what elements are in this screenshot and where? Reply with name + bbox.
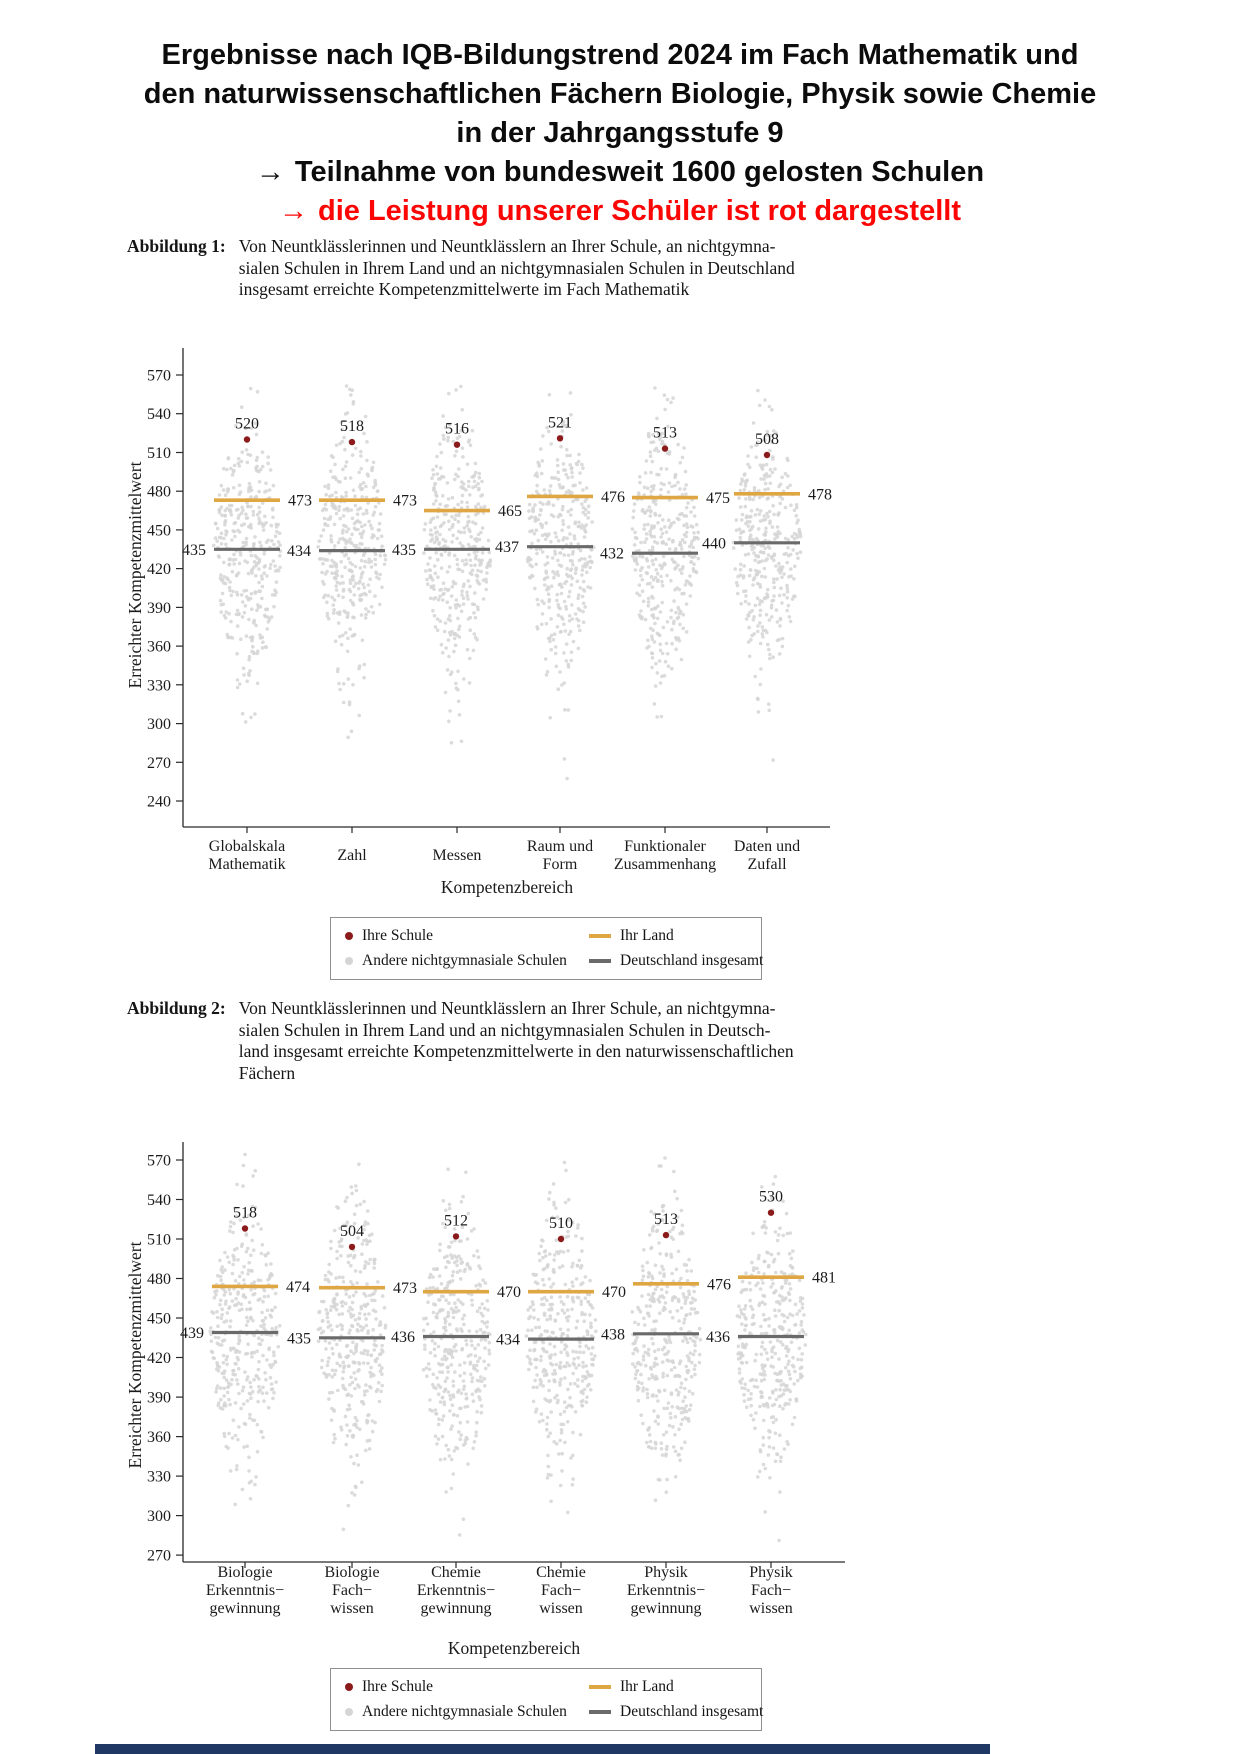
svg-text:420: 420: [147, 1350, 171, 1367]
figure1-caption-lines: [239, 236, 795, 301]
legend-item: [589, 1703, 763, 1721]
school-value: 504: [340, 1222, 364, 1240]
caption-line: sialen Schulen in Ihrem Land und an nichtgymnasialen Schulen in Deutschland: [238, 257, 795, 278]
figure2-caption: [127, 998, 887, 1084]
category-label: Erkenntnis−: [626, 1582, 706, 1599]
caption-line: land insgesamt erreichte Kompetenzmittelwerte in den naturwissenschaftlichen: [238, 1041, 794, 1061]
category-label: Zusammenhang: [613, 856, 717, 873]
school-dot: [768, 1210, 774, 1216]
school-dot: [242, 1225, 248, 1231]
school-dot: [349, 439, 355, 445]
school-value: 513: [654, 1211, 678, 1229]
land-value: 473: [393, 492, 417, 510]
other-schools-dot-cloud: [212, 384, 803, 780]
germany-value: 435: [287, 1330, 311, 1348]
category-label: Chemie: [431, 1564, 481, 1581]
germany-value: 438: [601, 1326, 625, 1344]
school-value: 520: [235, 415, 259, 433]
legend-dot-icon: [345, 1708, 353, 1716]
category-label: Globalskala: [208, 838, 286, 855]
svg-text:480: 480: [147, 483, 171, 501]
figure2-caption-lines: [239, 998, 794, 1084]
legend-line-icon: [589, 959, 611, 962]
category-label: wissen: [330, 1600, 374, 1617]
figure1-caption: [127, 236, 887, 301]
school-value: 510: [549, 1215, 573, 1232]
svg-text:300: 300: [147, 716, 171, 734]
school-value: 513: [653, 424, 677, 442]
svg-text:Kompetenzbereich: Kompetenzbereich: [447, 1638, 581, 1658]
school-value: 530: [759, 1188, 783, 1206]
legend-item: [345, 1703, 583, 1721]
svg-text:540: 540: [147, 1192, 171, 1209]
germany-value: 434: [496, 1331, 520, 1349]
arrow-icon: →: [255, 156, 285, 188]
svg-text:360: 360: [147, 1429, 171, 1447]
category-label: Raum und: [526, 838, 594, 855]
category-label: Biologie: [324, 1564, 380, 1581]
category-label: Erkenntnis−: [416, 1582, 496, 1599]
legend-label: Ihr Land: [620, 927, 674, 944]
caption-line: Fächern: [238, 1062, 296, 1083]
value-marks: [182, 414, 832, 562]
school-dot: [349, 1244, 355, 1250]
title-line: in der Jahrgangsstufe 9: [456, 117, 784, 149]
land-value: 465: [498, 503, 522, 521]
germany-value: 436: [706, 1329, 730, 1346]
svg-text:480: 480: [147, 1271, 171, 1288]
germany-value: 437: [495, 539, 519, 557]
school-value: 516: [445, 420, 469, 438]
svg-text:570: 570: [147, 367, 171, 385]
caption-line: Von Neuntklässlerinnen und Neuntklässlern an Ihrer Schule, an nichtgymna-: [238, 998, 776, 1018]
category-label: wissen: [539, 1600, 583, 1617]
category-label: Biologie: [217, 1564, 273, 1581]
category-label: Zahl: [337, 847, 367, 864]
germany-value: 435: [392, 541, 416, 559]
footer-bar: [95, 1744, 990, 1754]
arrow-icon: →: [279, 195, 308, 227]
caption-line: insgesamt erreichte Kompetenzmittelwerte im Fach Mathematik: [238, 279, 690, 299]
category-label: Funktionaler: [624, 838, 706, 855]
school-dot: [764, 452, 770, 458]
category-label: Erkenntnis−: [205, 1582, 285, 1599]
germany-value: 432: [600, 545, 624, 563]
germany-value: 435: [182, 541, 206, 559]
legend-item: [345, 927, 583, 945]
figure2-chart: [125, 1130, 850, 1693]
category-label: wissen: [749, 1600, 793, 1617]
school-dot: [557, 435, 563, 441]
germany-value: 434: [287, 543, 311, 561]
chart-svg-1: [125, 330, 840, 912]
svg-text:390: 390: [147, 1389, 171, 1407]
legend-line-icon: [589, 934, 611, 937]
category-label: Physik: [749, 1564, 793, 1581]
school-dot: [454, 442, 460, 448]
legend-label: Ihr Land: [620, 1678, 674, 1695]
germany-value: 436: [391, 1329, 415, 1346]
category-label: gewinnung: [209, 1600, 281, 1617]
title-lines: [0, 36, 1240, 153]
figure1-chart: [125, 330, 840, 917]
svg-text:570: 570: [147, 1152, 171, 1170]
svg-text:390: 390: [147, 599, 171, 617]
category-label: Form: [542, 856, 578, 873]
caption-line: sialen Schulen in Ihrem Land und an nichtgymnasialen Schulen in Deutsch-: [238, 1019, 771, 1040]
caption-line: Von Neuntklässlerinnen und Neuntklässlern an Ihrer Schule, an nichtgymna-: [238, 236, 776, 256]
svg-text:Erreichter Kompetenzmittelwert: Erreichter Kompetenzmittelwert: [125, 1241, 145, 1469]
school-dot: [663, 1232, 669, 1238]
svg-text:Kompetenzbereich: Kompetenzbereich: [440, 877, 574, 897]
legend-dot-icon: [345, 932, 353, 940]
category-label: Fach−: [750, 1582, 792, 1599]
legend-line-icon: [589, 1710, 611, 1713]
germany-value: 440: [702, 535, 726, 553]
school-dot: [662, 445, 668, 451]
svg-text:420: 420: [147, 561, 171, 579]
school-value: 521: [548, 414, 572, 432]
legend-item: [345, 952, 583, 970]
category-label: Physik: [644, 1564, 688, 1581]
note-participation: [0, 153, 1240, 192]
category-label: Fach−: [331, 1582, 373, 1599]
category-label: gewinnung: [420, 1600, 492, 1617]
land-value: 470: [497, 1284, 521, 1302]
note-participation-text: Teilnahme von bundesweit 1600 gelosten Schulen: [294, 156, 985, 188]
note-red-text: die Leistung unserer Schüler ist rot dargestellt: [318, 195, 961, 227]
legend-label: Andere nichtgymnasiale Schulen: [362, 952, 567, 969]
school-value: 508: [755, 431, 779, 448]
svg-text:330: 330: [147, 1468, 171, 1486]
legend-item: [345, 1678, 583, 1696]
land-value: 476: [707, 1276, 731, 1294]
figure2-label: Abbildung 2:: [127, 998, 226, 1018]
school-dot: [244, 436, 250, 442]
document-title: [0, 36, 1240, 231]
svg-text:Erreichter Kompetenzmittelwert: Erreichter Kompetenzmittelwert: [125, 461, 145, 689]
legend-dot-icon: [345, 957, 353, 965]
svg-text:300: 300: [147, 1508, 171, 1526]
legend-label: Ihre Schule: [362, 927, 434, 944]
land-value: 475: [706, 490, 730, 508]
school-value: 518: [233, 1204, 257, 1222]
legend-dot-icon: [345, 1683, 353, 1691]
legend-item: [589, 952, 763, 970]
svg-text:270: 270: [147, 1547, 171, 1565]
figure1-label: Abbildung 1:: [127, 236, 226, 256]
school-dot: [558, 1236, 564, 1242]
svg-text:240: 240: [147, 793, 171, 811]
svg-text:360: 360: [147, 638, 171, 656]
school-value: 512: [444, 1212, 468, 1230]
legend-box-1: [330, 917, 762, 980]
svg-text:510: 510: [147, 1231, 171, 1249]
school-dot: [453, 1233, 459, 1239]
category-label: Chemie: [536, 1564, 586, 1581]
legend-label: Andere nichtgymnasiale Schulen: [362, 1703, 567, 1720]
legend-item: [589, 927, 763, 945]
land-value: 476: [601, 488, 625, 506]
svg-text:540: 540: [147, 406, 171, 424]
category-label: Messen: [432, 847, 482, 864]
legend-item: [589, 1678, 763, 1696]
land-value: 478: [808, 486, 832, 504]
category-label: Zufall: [747, 856, 787, 873]
note-red-highlight: [0, 192, 1240, 231]
land-value: 481: [812, 1269, 836, 1287]
category-label: Mathematik: [208, 856, 286, 873]
svg-text:450: 450: [147, 522, 171, 540]
title-line: Ergebnisse nach IQB-Bildungstrend 2024 im Fach Mathematik und: [161, 39, 1079, 71]
land-value: 470: [602, 1284, 626, 1302]
land-value: 473: [288, 492, 312, 510]
category-label: gewinnung: [630, 1600, 702, 1617]
title-line: den naturwissenschaftlichen Fächern Biologie, Physik sowie Chemie: [143, 78, 1097, 110]
legend-box-2: [330, 1668, 762, 1731]
school-value: 518: [340, 418, 364, 436]
category-label: Daten und: [733, 838, 801, 855]
svg-text:510: 510: [147, 445, 171, 462]
chart-svg-2: [125, 1130, 850, 1688]
legend-line-icon: [589, 1685, 611, 1688]
svg-text:270: 270: [147, 754, 171, 772]
land-value: 474: [286, 1278, 310, 1296]
svg-text:450: 450: [147, 1310, 171, 1328]
svg-text:330: 330: [147, 677, 171, 695]
land-value: 473: [393, 1280, 417, 1298]
legend-label: Deutschland insgesamt: [620, 952, 764, 969]
legend-label: Ihre Schule: [362, 1678, 434, 1695]
germany-value: 439: [180, 1325, 204, 1342]
legend-label: Deutschland insgesamt: [620, 1703, 764, 1720]
category-label: Fach−: [540, 1582, 582, 1599]
